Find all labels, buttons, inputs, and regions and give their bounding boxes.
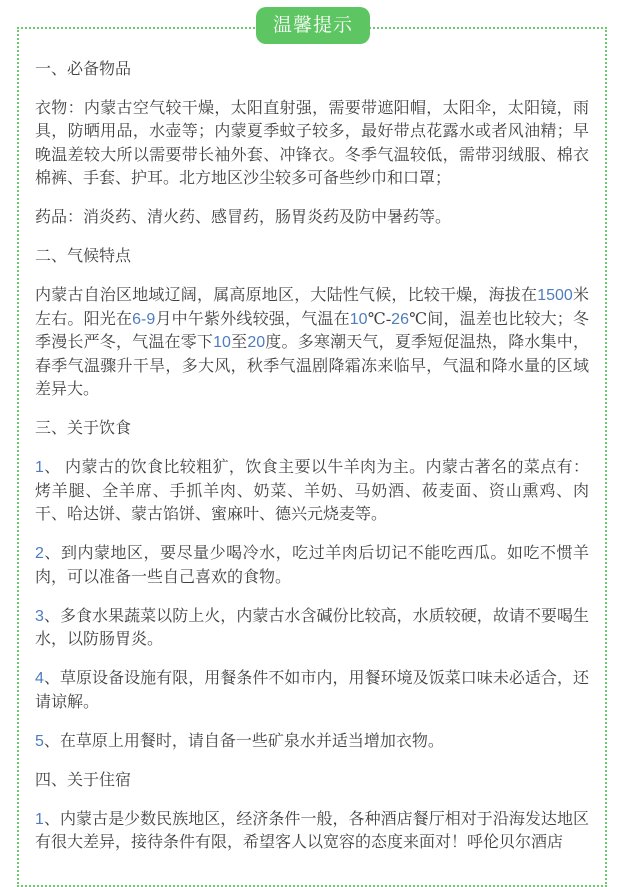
text-run: 三、关于饮食 bbox=[35, 420, 132, 437]
text-run: 药品：消炎药、清火药、感冒药，肠胃炎药及防中暑药等。 bbox=[35, 209, 452, 226]
text-run: 度。多寒潮天气，夏季短促温热，降水集中，春季气温骤升干旱，多大风，秋季气温剧降霜冻来临早，气温和降水量的区域差异大。 bbox=[35, 334, 589, 398]
text-run: 月中午紫外线较强，气温在 bbox=[155, 310, 350, 328]
text-run: 、到内蒙地区，要尽量少喝冷水，吃过羊肉后切记不能吃西瓜。如吃不惯羊肉，可以准备一些自己喜欢的食物。 bbox=[35, 545, 589, 586]
number-text: 3 bbox=[35, 607, 44, 625]
paragraph bbox=[35, 667, 589, 714]
text-run: 一、必备物品 bbox=[35, 60, 132, 78]
text-run: 米左右。阳光在 bbox=[35, 287, 589, 328]
text-run: 、草原设备设施有限，用餐条件不如市内，用餐环境及饭菜口味未必适合，还请谅解。 bbox=[35, 670, 589, 711]
tips-badge bbox=[256, 7, 370, 44]
text-run: ℃间，温差也比较大；冬季漫长严冬，气温在零下 bbox=[35, 310, 589, 351]
text-run: 四、关于住宿 bbox=[35, 771, 132, 789]
paragraph bbox=[35, 730, 589, 754]
section-heading bbox=[35, 58, 589, 82]
number-text: 6-9 bbox=[132, 310, 156, 328]
text-run: 二、气候特点 bbox=[35, 248, 132, 265]
number-text: 1500 bbox=[537, 287, 573, 304]
paragraph bbox=[35, 605, 589, 652]
text-run: ℃- bbox=[367, 310, 392, 328]
tips-panel bbox=[17, 27, 607, 887]
tips-content bbox=[35, 58, 589, 855]
paragraph bbox=[35, 456, 589, 527]
text-run: 至 bbox=[230, 334, 248, 351]
number-text: 20 bbox=[247, 334, 266, 351]
number-text: 2 bbox=[35, 545, 44, 562]
number-text: 5 bbox=[35, 732, 44, 750]
section-heading bbox=[35, 245, 589, 269]
text-run: 衣物：内蒙古空气较干燥，太阳直射强，需要带遮阳帽，太阳伞，太阳镜，雨具，防晒用品，水壶等；内蒙夏季蚊子较多，最好带点花露水或者风油精；早晚温差较大所以需要带长袖外套、冲锋衣。冬季气温较低，需带羽绒服、棉衣棉裤、手套、护耳。北方地区沙尘较多可备些纱巾和口罩； bbox=[35, 99, 589, 187]
number-text: 1 bbox=[35, 810, 44, 828]
number-text: 1 bbox=[35, 459, 44, 476]
text-run: 、内蒙古是少数民族地区，经济条件一般，各种酒店餐厅相对于沿海发达地区有很大差异，接待条件有限，希望客人以宽容的态度来面对！呼伦贝尔酒店 bbox=[35, 810, 589, 851]
number-text: 10 bbox=[349, 310, 368, 328]
text-run: 内蒙古自治区地域辽阔，属高原地区，大陆性气候，比较干燥，海拔在 bbox=[35, 287, 538, 304]
paragraph bbox=[35, 206, 589, 230]
section-heading bbox=[35, 417, 589, 441]
number-text: 10 bbox=[213, 334, 231, 351]
paragraph bbox=[35, 542, 589, 589]
number-text: 4 bbox=[35, 670, 44, 687]
paragraph bbox=[35, 808, 589, 855]
number-text: 26 bbox=[391, 310, 409, 328]
tips-badge-label: 温馨提示 bbox=[272, 15, 353, 36]
paragraph bbox=[35, 97, 589, 191]
text-run: 、 内蒙古的饮食比较粗犷，饮食主要以牛羊肉为主。内蒙古著名的菜点有：烤羊腿、全羊席、手抓羊肉、奶菜、羊奶、马奶酒、莜麦面、资山熏鸡、肉干、哈达饼、蒙古馅饼、蜜麻叶、德兴元烧麦等。 bbox=[35, 459, 589, 523]
text-run: 、多食水果蔬菜以防上火，内蒙古水含碱份比较高，水质较硬，故请不要喝生水，以防肠胃炎。 bbox=[35, 607, 589, 648]
section-heading bbox=[35, 769, 589, 793]
text-run: 、在草原上用餐时，请自备一些矿泉水并适当增加衣物。 bbox=[43, 732, 444, 750]
paragraph bbox=[35, 284, 589, 402]
